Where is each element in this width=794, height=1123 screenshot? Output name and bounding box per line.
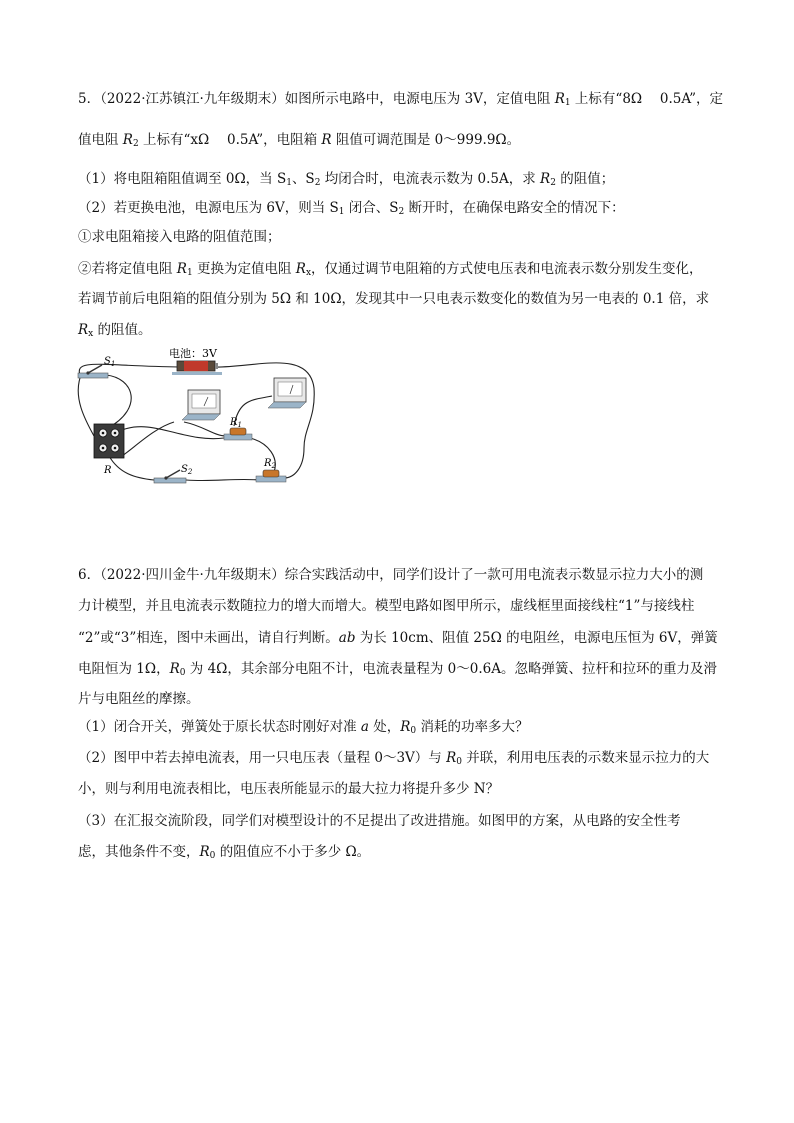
var-R0: R xyxy=(400,719,411,735)
q6-line-5 xyxy=(78,690,718,708)
var-R1-sub: 1 xyxy=(564,98,571,108)
q6-part-2 xyxy=(78,749,718,771)
q5-p2ii-line3: 的阻值。 xyxy=(93,322,152,338)
q5-stem2-a: 值电阻 xyxy=(78,132,123,148)
var-R1: R xyxy=(176,261,187,277)
battery-icon xyxy=(172,361,222,375)
q5-line-2 xyxy=(78,131,718,153)
q5-p2ii-b: 更换为定值电阻 xyxy=(192,261,296,277)
var-R0: R xyxy=(446,750,457,766)
var-Rx-sub: x xyxy=(88,329,94,339)
wire xyxy=(184,422,226,436)
q6-p3-line1: （3）在汇报交流阶段，同学们对模型设计的不足提出了改进措施。如图甲的方案，从电路的安全性考 xyxy=(78,813,681,829)
wire xyxy=(186,479,259,480)
q6-part-1 xyxy=(78,718,718,740)
var-R: R xyxy=(321,132,332,148)
var-R0-sub: 0 xyxy=(456,757,463,767)
resistance-box-icon xyxy=(94,424,124,458)
q5-p1-d: 的阻值； xyxy=(555,171,615,187)
label-R: R xyxy=(104,465,112,476)
var-a: a xyxy=(360,719,369,735)
q5-part-2-ii-line-3 xyxy=(78,321,718,343)
q5-part-1 xyxy=(78,170,718,192)
var-R1-sub: 1 xyxy=(186,268,193,278)
var-Rx: R xyxy=(78,322,89,338)
circuit-diagram xyxy=(74,348,326,498)
q6-p2-b: 并联，利用电压表的示数来显示拉力的大 xyxy=(462,750,710,766)
q5-p2-a: （2）若更换电池，电源电压为 6V，则当 S xyxy=(78,200,339,216)
q5-p2ii-c: ，仅通过调节电阻箱的方式使电压表和电流表示数分别发生变化， xyxy=(311,261,703,277)
q5-p2-c: 断开时，在确保电路安全的情况下： xyxy=(404,200,625,216)
label-S2-sub: 2 xyxy=(187,468,193,476)
q6-line-3 xyxy=(78,629,718,647)
q5-part-2-i xyxy=(78,228,718,246)
var-R0-sub: 0 xyxy=(410,726,417,736)
q6-stem1: 综合实践活动中，同学们设计了一款可用电流表示数显示拉力大小的测 xyxy=(284,567,704,583)
label-R2-main: R xyxy=(264,458,272,469)
ammeter-icon xyxy=(182,390,220,420)
label-S2-main: S xyxy=(181,464,188,475)
q6-stem2: 力计模型，并且电流表示数随拉力的增大而增大。模型电路如图甲所示，虚线框里面接线柱“1”与接线柱 xyxy=(78,598,695,614)
q5-stem-text: 如图所示电路中，电源电压为 3V，定值电阻 xyxy=(284,91,555,107)
S2-sub: 2 xyxy=(314,178,321,188)
resistor-r1-icon xyxy=(224,428,252,440)
q6-p1-a: （1）闭合开关，弹簧处于原长状态时刚好对准 xyxy=(78,719,361,735)
q6-p2-a: （2）图甲中若去掉电流表，用一只电压表（量程 0～3V）与 xyxy=(78,750,447,766)
wire xyxy=(109,456,154,480)
var-ab: ab xyxy=(338,630,356,646)
q6-line-4 xyxy=(78,660,718,682)
var-R0-sub: 0 xyxy=(179,668,186,678)
wire xyxy=(106,375,131,428)
q5-part-2-ii-line-2 xyxy=(78,290,718,308)
var-R2-sub: 2 xyxy=(550,178,556,188)
q6-stem3-b: 为长 10cm、阻值 25Ω 的电阻丝，电源电压恒为 6V，弹簧 xyxy=(355,630,718,646)
q6-line-1 xyxy=(78,566,718,584)
var-R0-sub: 0 xyxy=(209,851,216,861)
q5-stem2-c: 阻值可调范围是 0～999.9Ω。 xyxy=(331,132,521,148)
q5-p2ii-a: ②若将定值电阻 xyxy=(78,261,177,277)
q5-p2i: ①求电阻箱接入电路的阻值范围； xyxy=(78,229,281,245)
label-R1-main: R xyxy=(230,417,238,428)
wire xyxy=(78,378,94,436)
q5-p1-b: 、S xyxy=(291,171,315,187)
label-R1 xyxy=(229,417,242,429)
q6-part-2-line-2 xyxy=(78,780,718,798)
S1-sub: 1 xyxy=(338,207,345,217)
wire xyxy=(122,427,224,439)
q6-stem3-a: “2”或“3”相连，图中未画出，请自行判断。 xyxy=(78,630,339,646)
var-R0: R xyxy=(169,661,180,677)
battery-label: 电池：3V xyxy=(169,348,217,360)
var-R2-sub: 2 xyxy=(132,139,139,149)
q5-stem2-b: 上标有“xΩ 0.5A”，电阻箱 xyxy=(138,132,322,148)
label-S2 xyxy=(181,464,193,476)
q5-p2-b: 闭合、S xyxy=(344,200,399,216)
q6-part-3 xyxy=(78,812,718,830)
q5-p1-c: 均闭合时，电流表示数为 0.5A，求 xyxy=(320,171,541,187)
q6-part-3-line-2 xyxy=(78,843,718,865)
q6-line-2 xyxy=(78,597,718,615)
S2-sub: 2 xyxy=(398,207,405,217)
q5-number: 5． xyxy=(78,91,101,107)
voltmeter-icon xyxy=(268,378,306,408)
var-R2: R xyxy=(540,171,551,187)
q5-p2ii-line2: 若调节前后电阻箱的阻值分别为 5Ω 和 10Ω，发现其中一只电表示数变化的数值为另一电表的 0.1 倍，求 xyxy=(78,291,710,307)
q6-p2-line2: 小，则与利用电流表相比，电压表所能显示的最大拉力将提升多少 N？ xyxy=(78,781,500,797)
var-R0: R xyxy=(199,844,210,860)
var-Rx: R xyxy=(295,261,306,277)
var-R2: R xyxy=(122,132,133,148)
q6-p3-a: 虑，其他条件不变， xyxy=(78,844,200,860)
resistor-r2-icon xyxy=(256,470,286,482)
label-S1-sub: 1 xyxy=(110,360,116,368)
var-R1: R xyxy=(554,91,565,107)
var-Rx-sub: x xyxy=(305,268,312,278)
q6-p3-b: 的阻值应不小于多少 Ω。 xyxy=(215,844,371,860)
q5-p1-a: （1）将电阻箱阻值调至 0Ω，当 S xyxy=(78,171,287,187)
q6-p1-c: 消耗的功率多大？ xyxy=(416,719,529,735)
q5-part-2-ii xyxy=(78,260,718,282)
label-S1 xyxy=(104,356,115,368)
q6-stem5: 片与电阻丝的摩擦。 xyxy=(78,691,200,707)
label-S1-main: S xyxy=(104,356,111,367)
label-R1-sub: 1 xyxy=(237,421,242,429)
S1-sub: 1 xyxy=(286,178,292,188)
q6-source: （2022·四川金牛·九年级期末） xyxy=(100,567,285,583)
q5-line-1 xyxy=(78,90,724,112)
q6-stem4-b: 为 4Ω，其余部分电阻不计，电流表量程为 0～0.6A。忽略弹簧、拉杆和拉环的重力及滑 xyxy=(185,661,717,677)
q5-stem-text-b: 上标有“8Ω 0.5A”，定 xyxy=(570,91,724,107)
q5-source: （2022·江苏镇江·九年级期末） xyxy=(100,91,285,107)
q6-stem4-a: 电阻恒为 1Ω， xyxy=(78,661,170,677)
q5-part-2 xyxy=(78,199,718,221)
q6-number: 6． xyxy=(78,567,101,583)
label-R2-sub: 2 xyxy=(271,462,276,470)
q6-p1-b: 处， xyxy=(368,719,401,735)
